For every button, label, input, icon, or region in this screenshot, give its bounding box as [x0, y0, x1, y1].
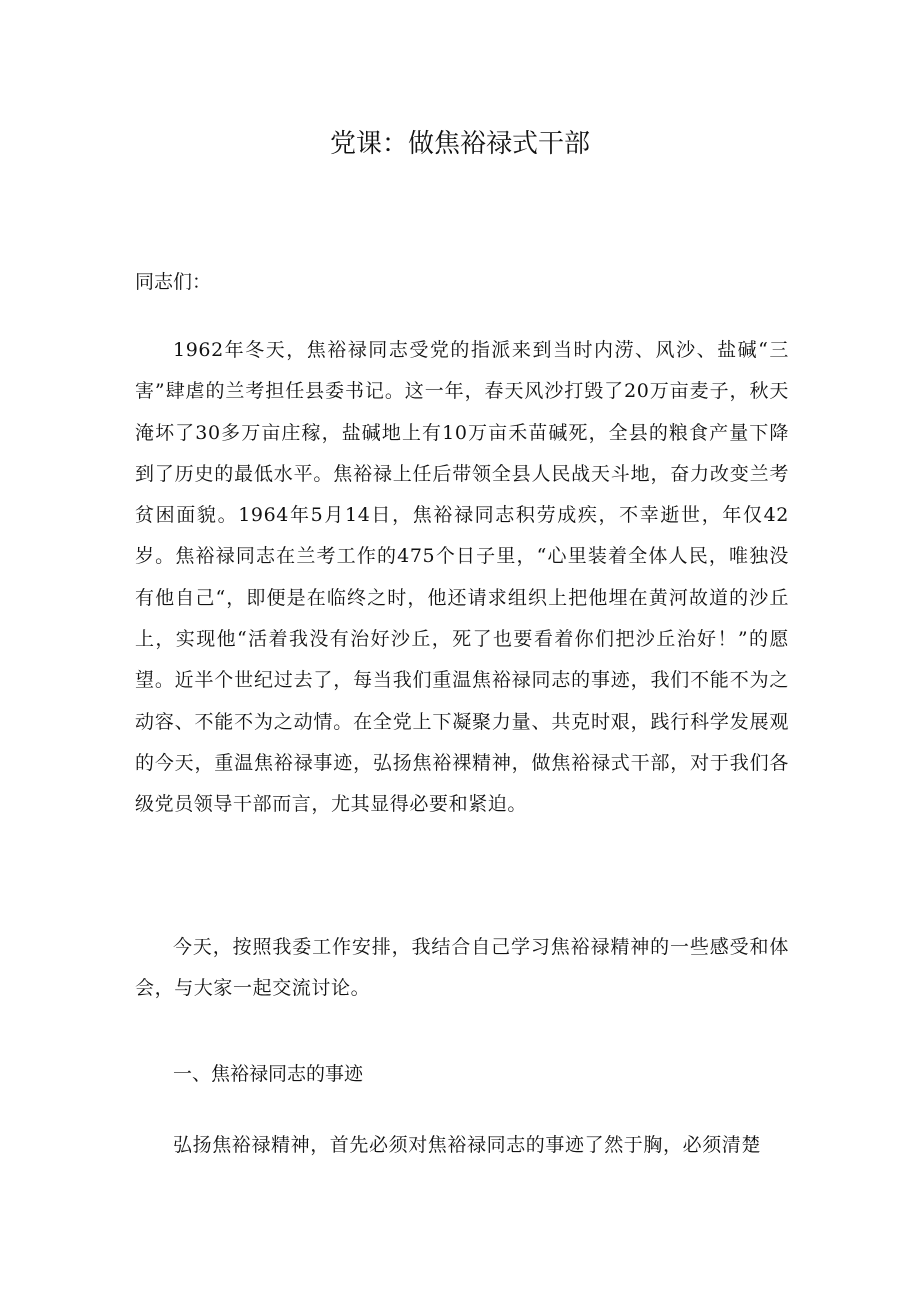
section-paragraph: 弘扬焦裕禄精神，首先必须对焦裕禄同志的事迹了然于胸，必须清楚 — [173, 1134, 762, 1156]
document-title: 党课：做焦裕禄式干部 — [329, 129, 590, 159]
salutation: 同志们： — [135, 271, 212, 293]
body-paragraph-2: 今天，按照我委工作安排，我结合自己学习焦裕禄精神的一些感受和体会，与大家一起交流讨论。 — [135, 936, 789, 1000]
section-heading: 一、焦裕禄同志的事迹 — [173, 1063, 364, 1085]
body-paragraph-1: 1962年冬天，焦裕禄同志受党的指派来到当时内涝、风沙、盐碱“三害”肆虐的兰考担任县委书记。这一年，春天风沙打毁了20万亩麦子，秋天淹坏了30多万亩庄稼，盐碱地上有10万亩禾苗碱死，全县的粮食产量下降到了历史的最低水平。焦裕禄上任后带领全县人民战天斗地，奋力改变兰考贫困面貌。1964年5月14日，焦裕禄同志积劳成疾，不幸逝世，年仅42岁。焦裕禄同志在兰考工作的475个日子里，“心里装着全体人民，唯独没有他自己“，即便是在临终之时，他还请求组织上把他埋在黄河故道的沙丘上，实现他“活着我没有治好沙丘，死了也要看着你们把沙丘治好！”的愿望。近半个世纪过去了，每当我们重温焦裕禄同志的事迹，我们不能不为之动容、不能不为之动情。在全党上下凝聚力量、共克时艰，践行科学发展观的今天，重温焦裕禄事迹，弘扬焦裕裸精神，做焦裕禄式干部，对于我们各级党员领导干部而言，尤其显得必要和紧迫。 — [135, 339, 789, 816]
